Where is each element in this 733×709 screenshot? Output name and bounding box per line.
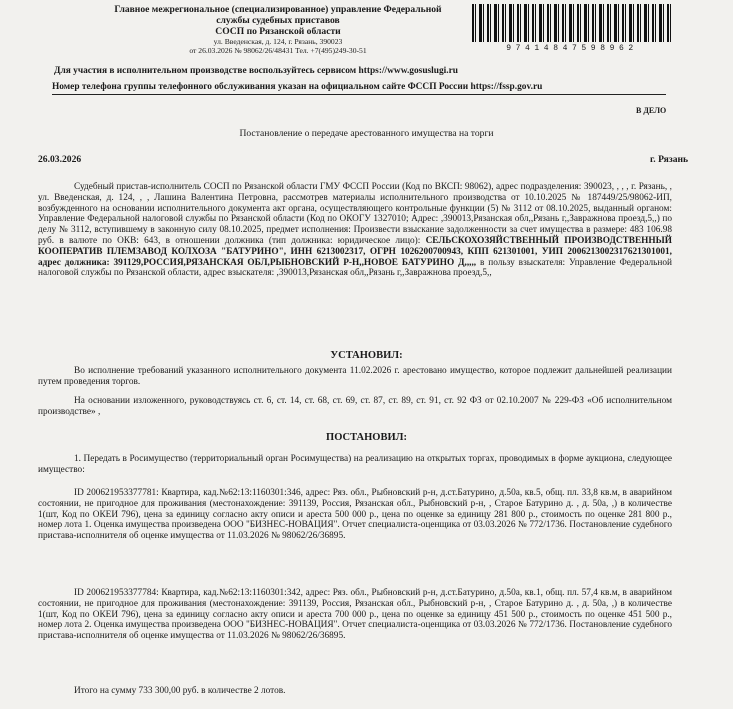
heading-resolved: ПОСТАНОВИЛ: [326,432,407,443]
lot-1: ID 200621953377781: Квартира, кад.№62:13:1160301:346, адрес: Ряз. обл., Рыбновский р-н, д.ст.Батурино, д.50а, кв.5, общ. пл. 33,8 кв.м, в аварийном состоянии, не пригодное для проживания (местонахождение: 391139, Россия, Рязанская обл., Рыбновский р-н, , Старое Батурино д. , д. 50а, ,) в количестве 1(шт, Код по ОКЕИ 796), цена за единицу согласно акту описи и ареста 500 000 р., цена по оценке за единицу 281 800 р., стоимость по оценке 281 800 р., номер лота 1. Оценка имущества произведена ООО "БИЗНЕС-НОВАЦИЯ". Отчет специалиста-оценщика от 03.03.2026 № 772/1736. Постановление судебного пристава-исполнителя об оценке имущества от 11.03.2026 № 98062/26/36895. [38,488,672,542]
barcode-bars [472,4,672,42]
to-file-mark: В ДЕЛО [636,106,667,115]
document-title: Постановление о передаче арестованного имущества на торги [239,128,494,139]
barcode-number: 97414847598962 [506,44,638,53]
basis-text: На основании изложенного, руководствуясь ст. 6, ст. 14, ст. 68, ст. 69, ст. 87, ст. 89, ст. 91, ст. 92 ФЗ от 02.10.2007 № 229-ФЗ «Об исполнительном производстве» , [38,396,672,417]
lot-2: ID 200621953377784: Квартира, кад.№62:13:1160301:342, адрес: Ряз. обл., Рыбновский р-н, д.ст.Батурино, д.50а, кв.1, общ. пл. 57,4 кв.м, в аварийном состоянии, не пригодное для проживания (местонахождение: 391139, Россия, Рязанская обл., Рыбновский р-н, , Старое Батурино д. , д. 50а, ,) в количестве 1(шт, Код по ОКЕИ 796), цена за единицу согласно акту описи и ареста 700 000 р., цена по оценке за единицу 451 500 р., стоимость по оценке 451 500 р., номер лота 2. Оценка имущества произведена ООО "БИЗНЕС-НОВАЦИЯ". Отчет специалиста-оценщика от 03.03.2026 № 772/1736. Постановление судебного пристава-исполнителя об оценке имущества от 11.03.2026 № 98062/26/36895. [38,588,672,642]
document-city: г. Рязань [650,154,689,165]
issuer-contacts: от 26.03.2026 № 98062/26/48431 Тел. +7(495)249-30-51 [189,46,367,55]
issuer-org-line1: Главное межрегиональное (специализированное) управление Федеральной [114,4,442,15]
debtor-name: СЕЛЬСКОХОЗЯЙСТВЕННЫЙ ПРОИЗВОДСТВЕННЫЙ КООПЕРАТИВ ПЛЕМЗАВОД КОЛХОЗА "БАТУРИНО", ИНН 6213002317, ОГРН 1026200700943, КПП 621301001, УИП 2006213002317621301001, адрес должника: 391129,РОССИЯ,РЯЗАНСКАЯ ОБЛ,РЫБНОВСКИЙ Р-Н,,НОВОЕ БАТУРИНО Д,,,,, [38,235,672,268]
issuer-org-line3: СОСП по Рязанской области [215,26,341,37]
resolved-item-1: 1. Передать в Росимущество (территориальный орган Росимущества) на реализацию на открытых торгах, проводимых в форме аукциона, следующее имущество: [38,454,672,475]
intro-paragraph [38,182,672,279]
creditor-text: в пользу взыскателя: Управление Федеральной налоговой службы по Рязанской области, адрес взыскателя: ,390013,Рязанская обл,,Рязань г,,Завражнова проезд,5,, [38,257,673,279]
issuer-header [96,4,460,55]
intro-text: Судебный пристав-исполнитель СОСП по Рязанской области ГМУ ФССП России (Код по ВКСП: 98062), адрес подразделения: 390023, , , , г. Рязань, , ул. Введенская, д. 124, , , Лашина Валентина Петровна, рассмотрев материалы исполнительного производства от 10.10.2025 № 187449/25/98062-ИП, возбужденного на основании исполнительного документа акт органа, осуществляющего контрольные функции (5) № 3112 от 08.10.2025, выданный органом: Управление Федеральной налоговой службы по Рязанской области (Код по ОКОГУ 1327010; Адрес: ,390013,Рязанская обл,,Рязань г,,Завражнова проезд,5,,) по делу № 3112, вступившему в законную силу 08.10.2025, предмет исполнения: Произвести взыскание задолженности за счет имущества в размере: 483 106.98 руб. в валюте по ОКВ: 643, в отношении должника (тип должника: юридическое лицо): [38,182,672,246]
gosuslugi-notice: Для участия в исполнительном производстве воспользуйтесь сервисом https://www.gosuslugi.ru [54,66,459,76]
phone-notice: Номер телефона группы телефонного обслуживания указан на официальном сайте ФССП России https://fssp.gov.ru [52,82,666,95]
document-date: 26.03.2026 [38,154,82,165]
heading-established: УСТАНОВИЛ: [330,350,403,361]
issuer-address: ул. Введенская, д. 124, г. Рязань, 390023 [213,37,343,46]
issuer-org-line2: службы судебных приставов [216,15,340,26]
barcode [472,4,672,54]
established-text: Во исполнение требований указанного исполнительного документа 11.02.2026 г. арестовано имущество, которое подлежит дальнейшей реализации путем проведения торгов. [38,366,672,387]
total-line: Итого на сумму 733 300,00 руб. в количестве 2 лотов. [74,686,286,696]
